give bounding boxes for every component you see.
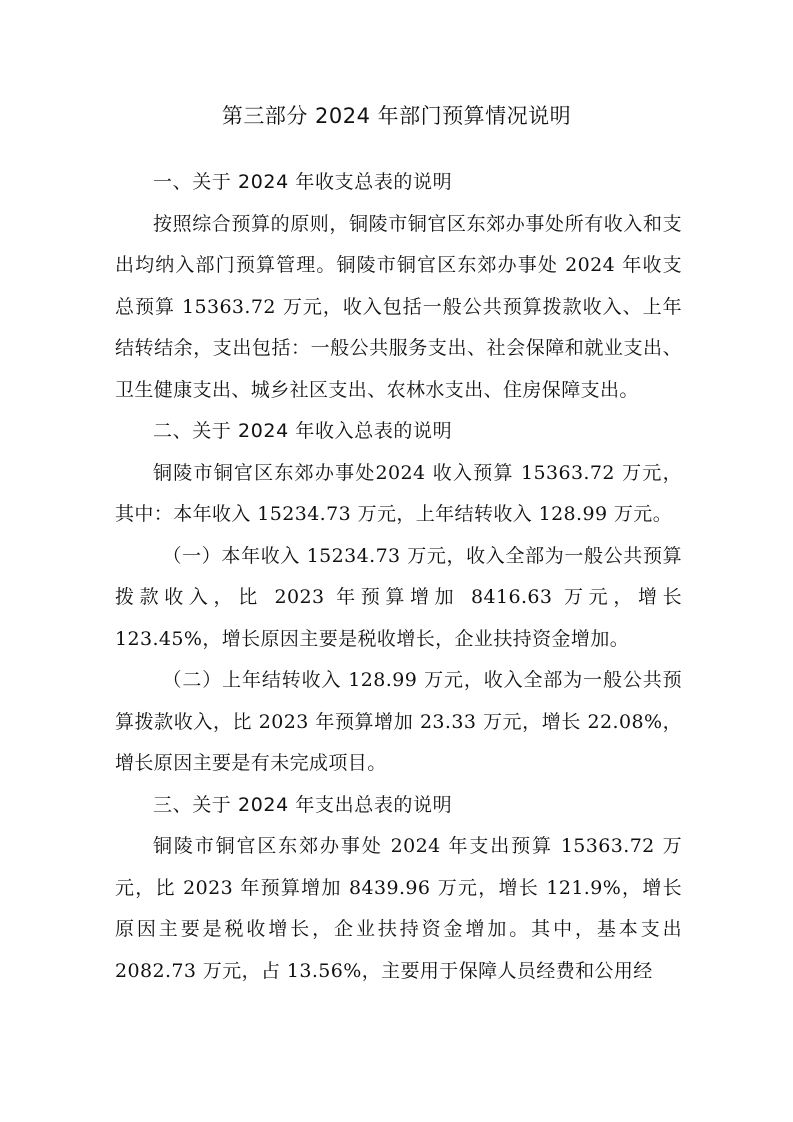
paragraph-income-expense-summary: 按照综合预算的原则，铜陵市铜官区东郊办事处所有收入和支出均纳入部门预算管理。铜陵市铜官区东郊办事处 2024 年收支总预算 15363.72 万元，收入包括一般公共预算拨款收入、上年结转结余，支出包括：一般公共服务支出、社会保障和就业支出、卫生健康支出、城乡社区支出、农林水支出、住房保障支出。 (115, 212, 682, 401)
paragraph-expense-summary: 铜陵市铜官区东郊办事处 2024 年支出预算 15363.72 万元，比 2023 年预算增加 8439.96 万元，增长 121.9%，增长原因主要是税收增长，企业扶持资金增加。其中，基本支出 2082.73 万元，占 13.56%，主要用于保障人员经费和公用经 (115, 835, 682, 982)
document-body (115, 162, 682, 992)
section-heading-income-summary: 二、关于 2024 年收入总表的说明 (153, 420, 453, 442)
paragraph-income-summary: 铜陵市铜官区东郊办事处2024 收入预算 15363.72 万元，其中：本年收入 15234.73 万元，上年结转收入 128.99 万元。 (115, 461, 682, 525)
paragraph-carryover-income: （二）上年结转收入 128.99 万元，收入全部为一般公共预算拨款收入，比 2023 年预算增加 23.33 万元，增长 22.08%，增长原因主要是有未完成项目。 (115, 669, 682, 774)
section-heading-expense-summary: 三、关于 2024 年支出总表的说明 (153, 793, 453, 816)
paragraph-current-year-income: （一）本年收入 15234.73 万元，收入全部为一般公共预算拨款收入，比 2023 年预算增加 8416.63 万元，增长 123.45%，增长原因主要是税收增长，企业扶持资金增加。 (115, 544, 682, 650)
section-heading-income-expense-summary: 一、关于 2024 年收支总表的说明 (153, 171, 453, 193)
page-title: 第三部分 2024 年部门预算情况说明 (221, 104, 572, 128)
